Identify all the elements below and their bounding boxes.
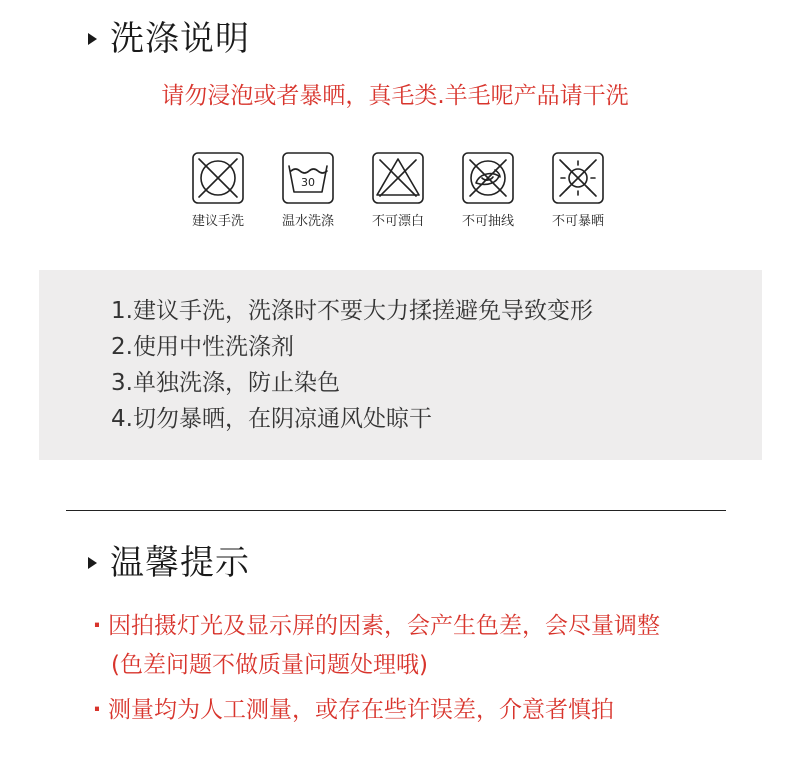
warm-water-wash-icon	[282, 152, 334, 204]
care-icon-label: 不可抽线	[461, 214, 514, 229]
care-warning: 请勿浸泡或者暴晒，真毛类.羊毛呢产品请干洗	[161, 83, 629, 109]
care-instructions-list	[39, 270, 762, 437]
no-bleach-icon	[372, 152, 424, 204]
notice-bullet: ·	[92, 613, 102, 639]
care-icon-label: 温水洗涤	[281, 214, 334, 229]
care-instructions-panel	[39, 270, 762, 460]
section-divider	[66, 510, 726, 511]
care-icon-item	[268, 152, 348, 230]
no-sun-dry-icon	[552, 152, 604, 204]
instruction-item: 4.切勿暴晒，在阴凉通风处晾干	[111, 406, 432, 432]
notice-text: 测量均为人工测量，或存在些许误差，介意者慎拍	[108, 697, 614, 723]
notice-text: 因拍摄灯光及显示屏的因素，会产生色差，会尽量调整	[108, 613, 660, 639]
instruction-item: 3.单独洗涤，防止染色	[111, 370, 340, 396]
care-icon-label: 不可暴晒	[551, 214, 604, 229]
instruction-item: 1.建议手洗，洗涤时不要大力揉搓避免导致变形	[111, 298, 593, 324]
care-section-heading	[88, 19, 250, 59]
care-icon-label: 建议手洗	[191, 214, 244, 229]
notice-section-heading	[88, 543, 250, 583]
hand-wash-icon	[192, 152, 244, 204]
triangle-right-icon	[88, 33, 97, 45]
temperature-label: 30	[301, 176, 315, 189]
care-icon-item	[358, 152, 438, 230]
care-icon-item	[448, 152, 528, 230]
care-section-title: 洗涤说明	[110, 19, 250, 59]
care-icon-item	[538, 152, 618, 230]
notice-section-title: 温馨提示	[110, 543, 250, 583]
care-icon-item	[178, 152, 258, 230]
triangle-right-icon	[88, 557, 97, 569]
instruction-item: 2.使用中性洗涤剂	[111, 334, 294, 360]
notice-text: (色差问题不做质量问题处理哦)	[111, 652, 428, 678]
notice-bullet: ·	[92, 697, 102, 723]
care-icon-label: 不可漂白	[371, 214, 424, 229]
no-wring-icon	[462, 152, 514, 204]
